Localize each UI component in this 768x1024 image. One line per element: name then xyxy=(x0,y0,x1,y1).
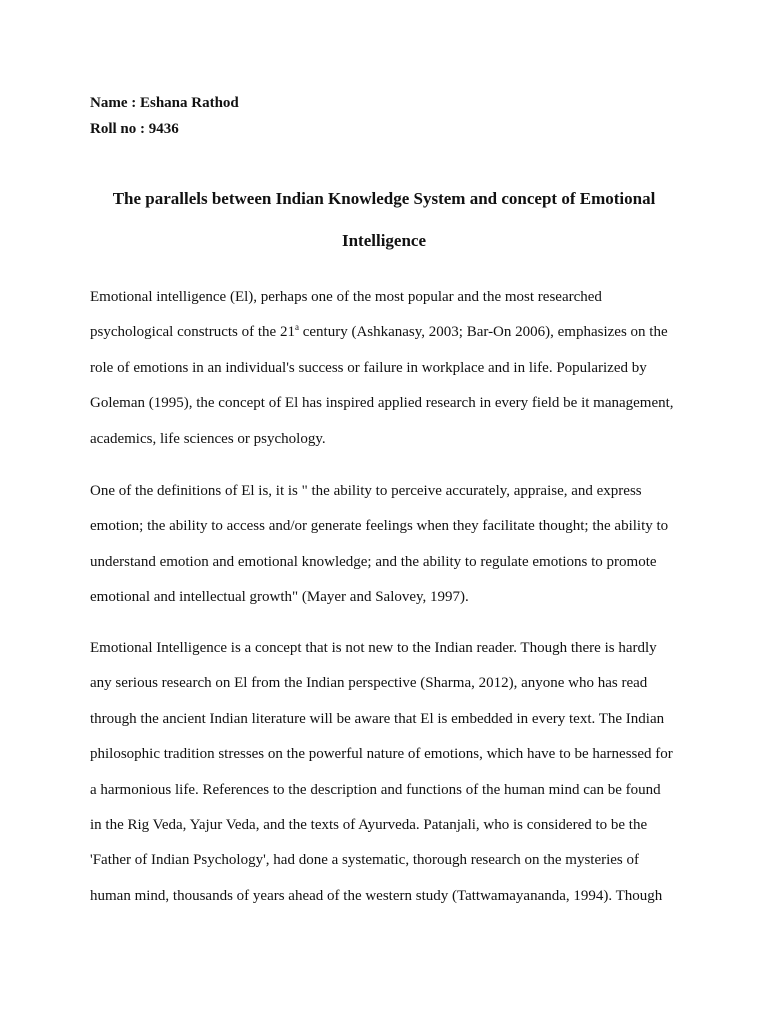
paragraph-line: philosophic tradition stresses on the powerful nature of emotions, which have to be harnessed for xyxy=(90,746,673,763)
paragraph-line: in the Rig Veda, Yajur Veda, and the texts of Ayurveda. Patanjali, who is considered to be the xyxy=(90,816,648,833)
paragraph-2 xyxy=(90,482,690,624)
paragraph-line: understand emotion and emotional knowledge; and the ability to regulate emotions to promote xyxy=(90,553,657,570)
paragraph-line: Emotional Intelligence is a concept that is not new to the Indian reader. Though there is hardly xyxy=(90,640,657,656)
paragraph-line: Goleman (1995), the concept of El has inspired applied research in every field be it management, xyxy=(90,395,674,412)
paragraph-line: through the ancient Indian literature will be aware that El is embedded in every text. The Indian xyxy=(90,710,665,727)
student-name: Name : Eshana Rathod xyxy=(90,95,239,111)
document-title-line-2: Intelligence xyxy=(341,231,427,250)
paragraph-1 xyxy=(90,288,690,465)
paragraph-line: role of emotions in an individual's success or failure in workplace and in life. Popularized by xyxy=(90,359,647,376)
paragraph-line: psychological constructs of the 21$^a$ century (Ashkanasy, 2003; Bar-On 2006), emphasizes on the xyxy=(90,322,668,341)
superscript: a xyxy=(294,322,299,333)
paragraph-line: academics, life sciences or psychology. xyxy=(90,430,326,447)
paragraph-line: human mind, thousands of years ahead of the western study (Tattwamayananda, 1994). Though xyxy=(90,887,663,904)
paragraph-line: One of the definitions of El is, it is " the ability to perceive accurately, appraise, and express xyxy=(90,483,642,499)
paragraph-line: emotional and intellectual growth" (Mayer and Salovey, 1997). xyxy=(90,589,469,606)
paragraph-3 xyxy=(90,639,690,922)
paragraph-line: Emotional intelligence (El), perhaps one of the most popular and the most researched xyxy=(90,289,602,305)
paragraph-line: 'Father of Indian Psychology', had done a systematic, thorough research on the mysteries of xyxy=(90,852,640,869)
paragraph-line: a harmonious life. References to the description and functions of the human mind can be found xyxy=(90,781,661,798)
document-title-line-1: The parallels between Indian Knowledge System and concept of Emotional xyxy=(112,189,656,208)
paragraph-line: any serious research on El from the Indian perspective (Sharma, 2012), anyone who has read xyxy=(90,675,648,692)
paragraph-line: emotion; the ability to access and/or generate feelings when they facilitate thought; the ability to xyxy=(90,518,669,535)
roll-number: Roll no : 9436 xyxy=(90,121,179,137)
